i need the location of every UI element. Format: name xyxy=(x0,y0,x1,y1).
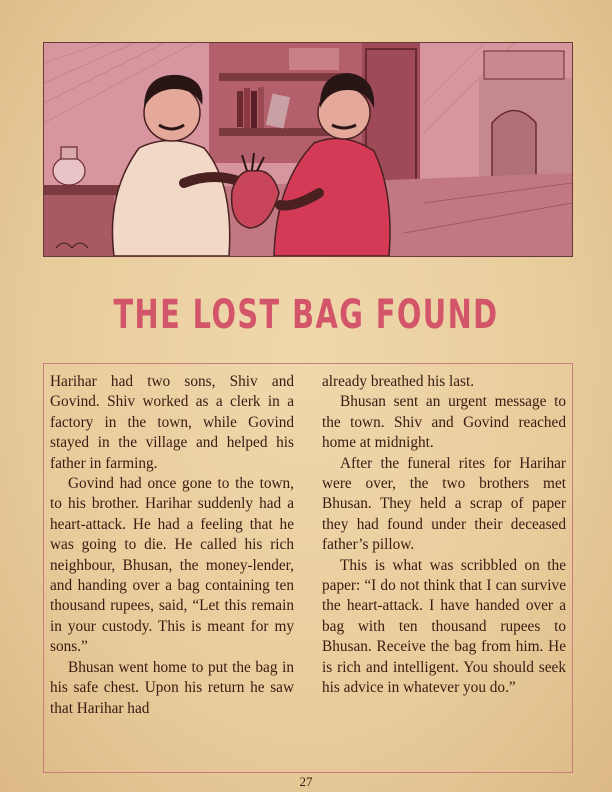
paragraph: already breathed his last. xyxy=(322,373,475,390)
paragraph: This is what was scribbled on the paper: “I do not think that I can survive the heart-attack. I have handed over a bag with ten thousand rupees to Bhusan. Receive the bag from him. He is rich and intelligent. You should seek his advice in whatever you do.” xyxy=(322,556,566,697)
page-number: 27 xyxy=(299,774,313,789)
paragraph: After the funeral rites for Harihar were over, the two brothers met Bhusan. They held a scrap of paper they had found under their deceased father’s pillow. xyxy=(322,454,566,554)
paragraph: Govind had once gone to the town, to his brother. Harihar suddenly had a heart-attack. He had a feeling that he was going to die. He called his rich neighbour, Bhusan, the money-lender, and handing over a bag containing ten thousand rupees, said, “Let this remain in your custody. This is meant for my sons.” xyxy=(50,475,294,656)
paragraph: Harihar had two sons, Shiv and Govind. Shiv worked as a clerk in a factory in the town, while Govind stayed in the village and helped his father in farming. xyxy=(50,373,294,472)
text-column-left xyxy=(50,372,294,719)
story-text-frame xyxy=(43,363,573,773)
story-illustration xyxy=(43,42,573,257)
text-column-right xyxy=(322,372,566,699)
story-title: THE LOST BAG FOUND xyxy=(113,292,499,338)
paragraph: Bhusan sent an urgent message to the town. Shiv and Govind reached home at midnight. xyxy=(322,393,566,452)
paragraph: Bhusan went home to put the bag in his safe chest. Upon his return he saw that Harihar had xyxy=(50,658,294,717)
